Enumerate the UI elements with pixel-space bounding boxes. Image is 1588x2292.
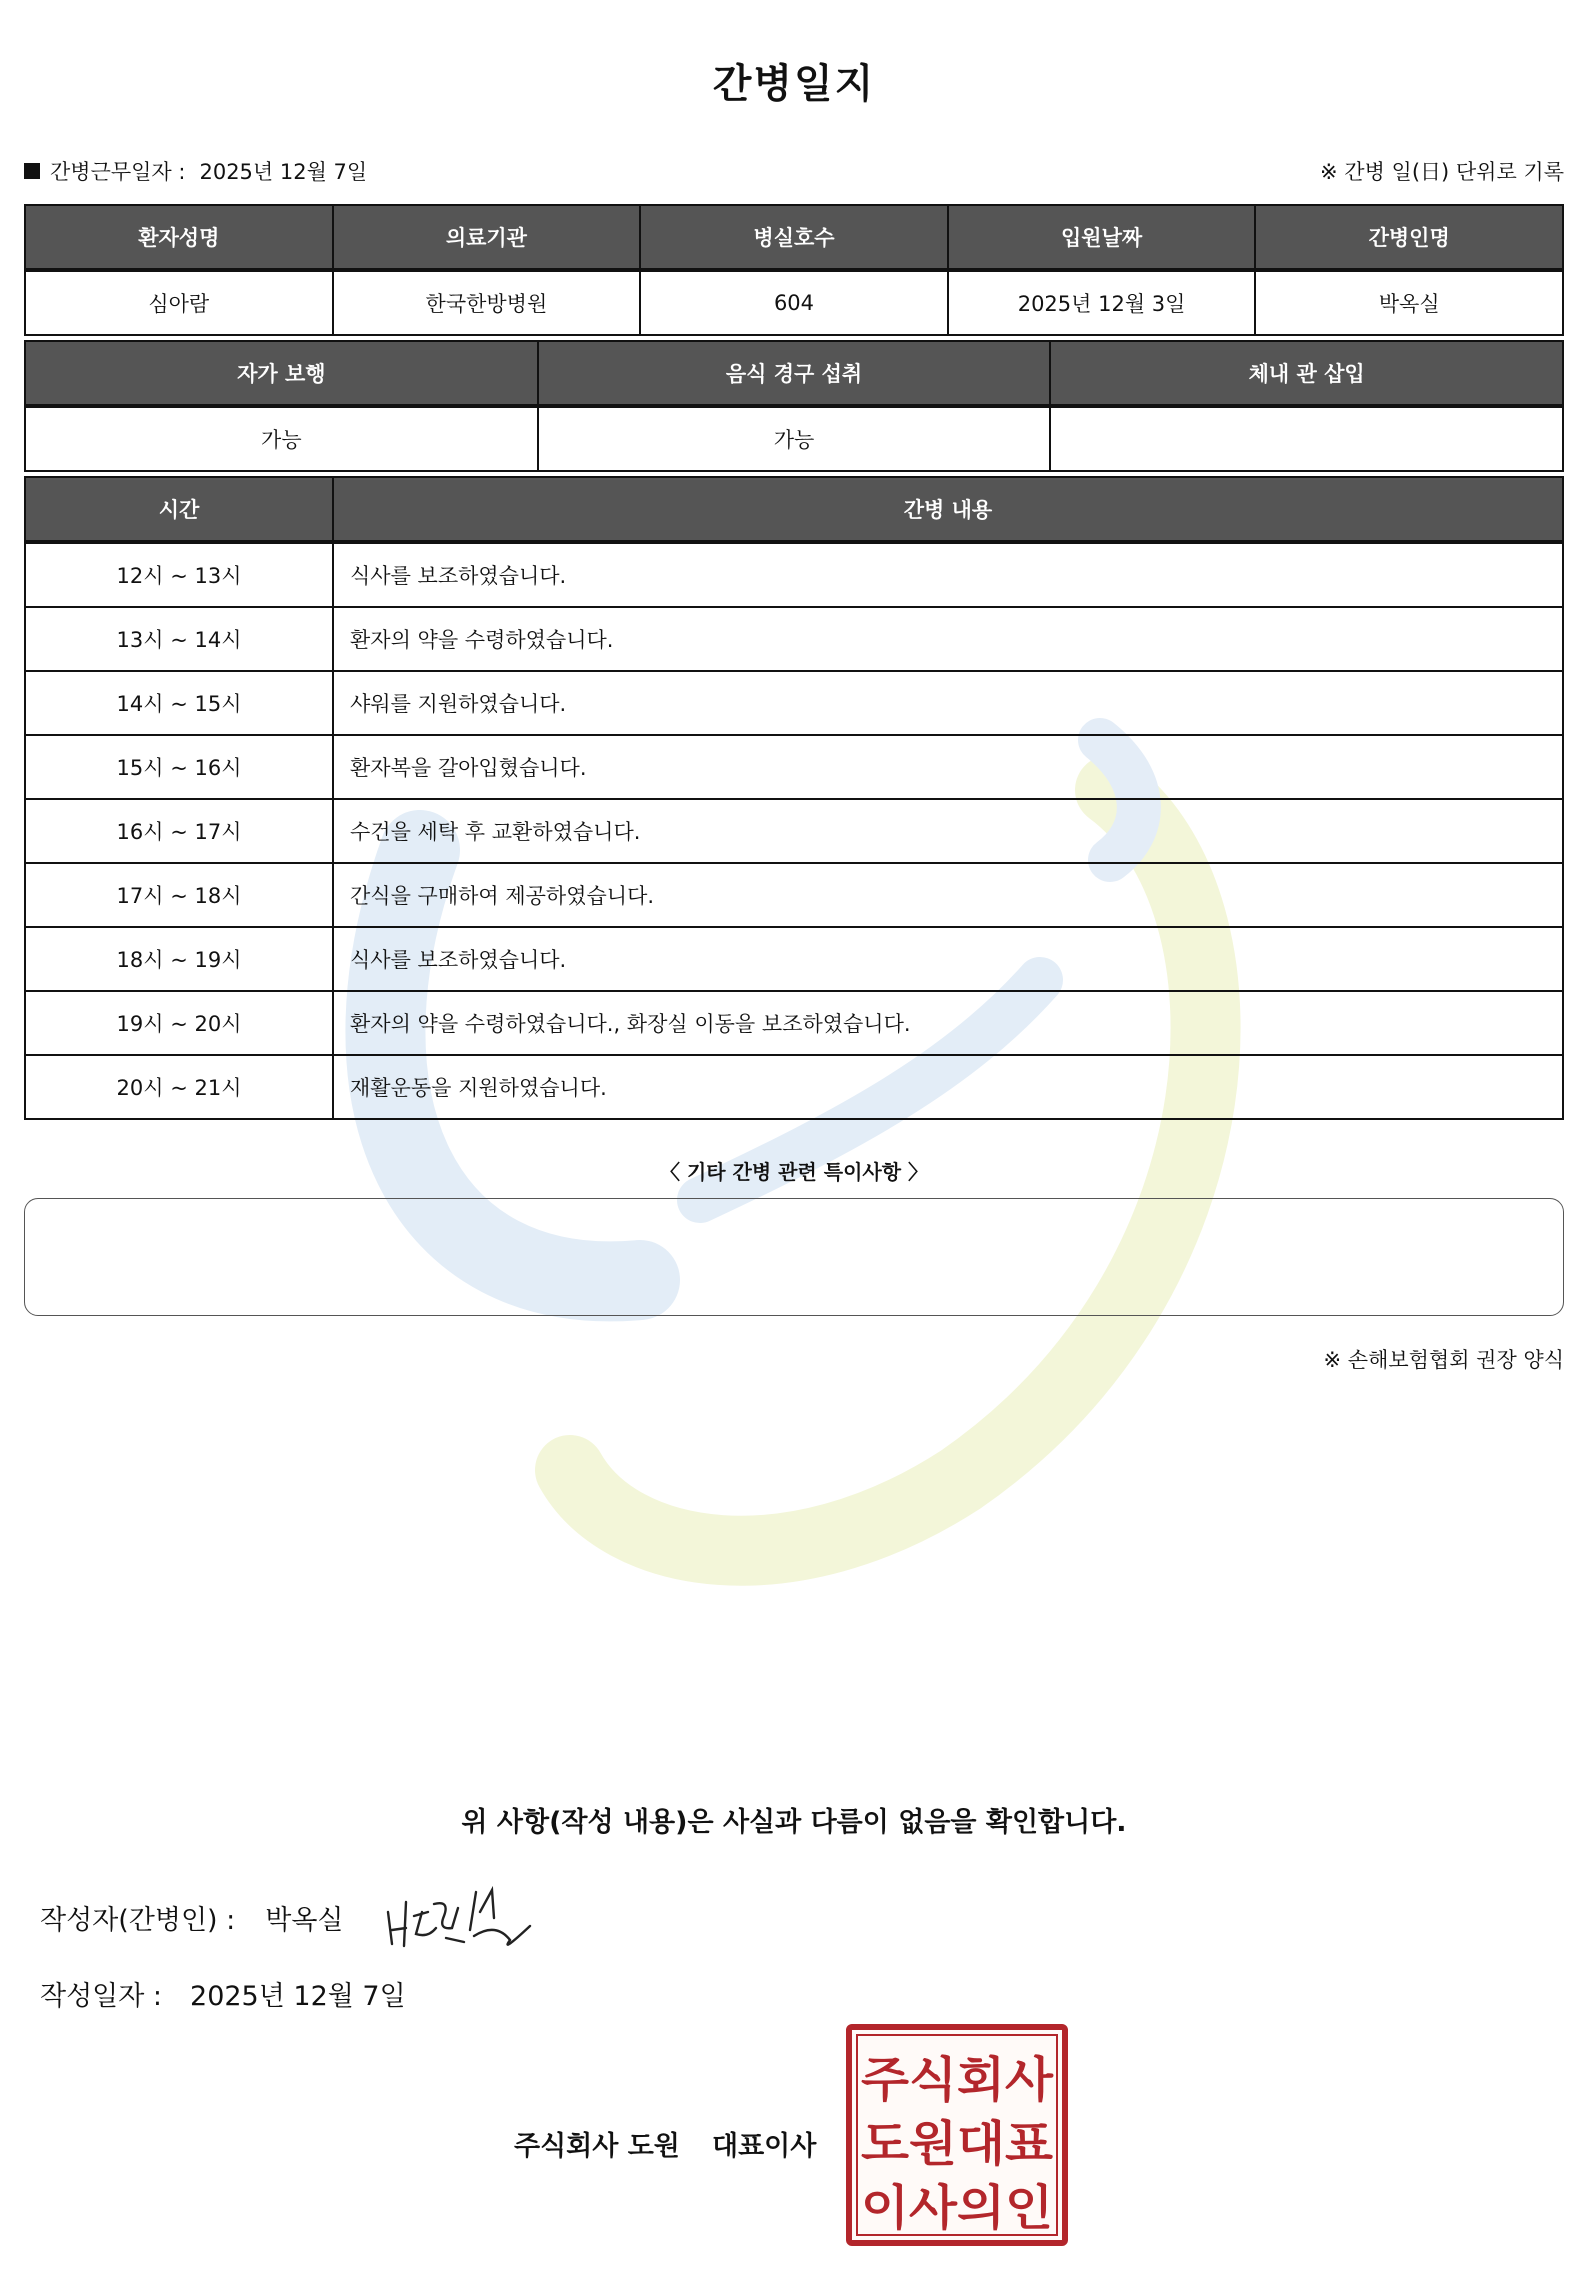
record-note: ※ 간병 일(日) 단위로 기록 [1320, 160, 1564, 184]
hospital: 한국한방병원 [333, 270, 641, 335]
tube-status [1050, 406, 1563, 471]
time-cell: 18시 ~ 19시 [25, 927, 333, 991]
header-time: 시간 [25, 477, 333, 542]
seal-line-1: 주식회사 [861, 2052, 1054, 2108]
document-title: 간병일지 [712, 61, 876, 107]
header-admission-date: 입원날짜 [948, 205, 1256, 270]
written-date-line [40, 1974, 406, 2013]
header-room: 병실호수 [640, 205, 948, 270]
content-cell: 환자복을 갈아입혔습니다. [333, 735, 1563, 799]
table-header-row [25, 205, 1563, 270]
table-row [25, 607, 1563, 671]
recommendation-note: ※ 손해보험협회 권장 양식 [1323, 1348, 1564, 1372]
header-walking: 자가 보행 [25, 341, 538, 406]
table-header-row [25, 341, 1563, 406]
care-log-table [24, 476, 1564, 1120]
content-cell: 샤워를 지원하였습니다. [333, 671, 1563, 735]
writer-line [40, 1898, 344, 1937]
work-date-line [24, 156, 367, 186]
time-cell: 17시 ~ 18시 [25, 863, 333, 927]
time-cell: 16시 ~ 17시 [25, 799, 333, 863]
table-row [25, 542, 1563, 607]
table-row [25, 863, 1563, 927]
content-cell: 식사를 보조하였습니다. [333, 542, 1563, 607]
patient-name: 심아람 [25, 270, 333, 335]
table-header-row [25, 477, 1563, 542]
table-row [25, 927, 1563, 991]
content-cell: 수건을 세탁 후 교환하였습니다. [333, 799, 1563, 863]
company-seal [846, 2024, 1068, 2246]
writer-label: 작성자(간병인) : [40, 1905, 236, 1936]
time-cell: 12시 ~ 13시 [25, 542, 333, 607]
notes-title: 〈 기타 간병 관련 특이사항 〉 [659, 1160, 928, 1184]
content-cell: 식사를 보조하였습니다. [333, 927, 1563, 991]
signature-image [380, 1882, 540, 1962]
header-patient-name: 환자성명 [25, 205, 333, 270]
seal-line-3: 이사의인 [861, 2180, 1053, 2236]
table-row [25, 270, 1563, 335]
header-caregiver: 간병인명 [1255, 205, 1563, 270]
walking-status: 가능 [25, 406, 538, 471]
admission-date: 2025년 12월 3일 [948, 270, 1256, 335]
table-row [25, 406, 1563, 471]
ceo-title: 대표이사 [712, 2131, 817, 2162]
table-row [25, 1055, 1563, 1119]
patient-status-table [24, 340, 1564, 472]
oral-intake-status: 가능 [538, 406, 1051, 471]
header-tube: 체내 관 삽입 [1050, 341, 1563, 406]
confirmation-statement: 위 사항(작성 내용)은 사실과 다름이 없음을 확인합니다. [461, 1807, 1127, 1838]
header-oral-intake: 음식 경구 섭취 [538, 341, 1051, 406]
content-cell: 재활운동을 지원하였습니다. [333, 1055, 1563, 1119]
content-cell: 간식을 구매하여 제공하였습니다. [333, 863, 1563, 927]
company-name: 주식회사 도원 [514, 2131, 680, 2162]
time-cell: 19시 ~ 20시 [25, 991, 333, 1055]
patient-info-table [24, 204, 1564, 336]
content-cell: 환자의 약을 수령하였습니다., 화장실 이동을 보조하였습니다. [333, 991, 1563, 1055]
work-date-label: 간병근무일자 : [50, 160, 186, 184]
time-cell: 15시 ~ 16시 [25, 735, 333, 799]
work-date-value: 2025년 12월 7일 [199, 160, 368, 184]
notes-box [24, 1198, 1564, 1316]
time-cell: 13시 ~ 14시 [25, 607, 333, 671]
seal-line-2: 도원대표 [861, 2116, 1054, 2172]
table-row [25, 671, 1563, 735]
table-row [25, 799, 1563, 863]
square-bullet-icon [24, 163, 40, 179]
header-hospital: 의료기관 [333, 205, 641, 270]
content-cell: 환자의 약을 수령하였습니다. [333, 607, 1563, 671]
written-date-label: 작성일자 : [40, 1981, 163, 2012]
room-number: 604 [640, 270, 948, 335]
writer-name: 박옥실 [265, 1905, 344, 1936]
header-care-content: 간병 내용 [333, 477, 1563, 542]
caregiver-name: 박옥실 [1255, 270, 1563, 335]
table-row [25, 735, 1563, 799]
table-row [25, 991, 1563, 1055]
time-cell: 20시 ~ 21시 [25, 1055, 333, 1119]
time-cell: 14시 ~ 15시 [25, 671, 333, 735]
written-date-value: 2025년 12월 7일 [190, 1981, 406, 2012]
